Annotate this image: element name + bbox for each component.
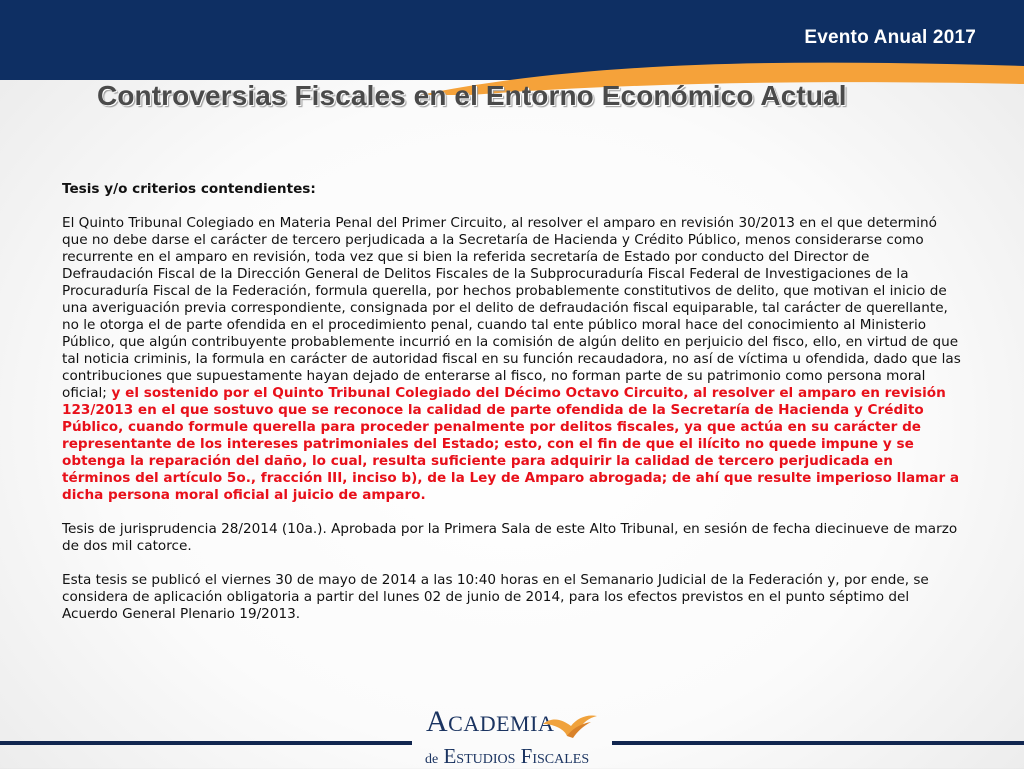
logo-line-1: ACADEMIA	[426, 705, 555, 738]
logo-line-2: de ESTUDIOS FISCALES	[425, 744, 590, 768]
footer-line-left	[0, 741, 412, 745]
bird-logo-icon	[541, 708, 599, 740]
document-body	[62, 181, 963, 623]
paragraph-publication: Esta tesis se publicó el viernes 30 de mayo de 2014 a las 10:40 horas en el Semanario Judicial de la Federación y, por ende, se considera de aplicación obligatoria a partir del lunes 02 de junio de 2014, para los efectos previstos en el punto séptimo del Acuerdo General Plenario 19/2013.	[62, 572, 929, 622]
paragraph-thesis-highlight: y el sostenido por el Quinto Tribunal Colegiado del Décimo Octavo Circuito, al resolver el amparo en revisión 123/2013 en el que sostuvo que se reconoce la calidad de parte ofendida de la Secretaría de Hacienda y Crédito Público, cuando formule querella para proceder penalmente por delitos fiscales, ya que actúa en su carácter de representante de los intereses patrimoniales del Estado; esto, con el fin de que el ilícito no quede impune y se obtenga la reparación del daño, lo cual, resulta suficiente para adquirir la calidad de tercero perjudicada en términos del artículo 5o., fracción III, inciso b), de la Ley de Amparo abrogada; de ahí que resulte imperioso llamar a dicha persona moral oficial al juicio de amparo.	[62, 385, 960, 503]
paragraph-jurisprudence: Tesis de jurisprudencia 28/2014 (10a.). Aprobada por la Primera Sala de este Alto Tribunal, en sesión de fecha diecinueve de marzo de dos mil catorce.	[62, 521, 958, 554]
paragraph-thesis-normal: El Quinto Tribunal Colegiado en Materia Penal del Primer Circuito, al resolver el amparo en revisión 30/2013 en el que determinó que no debe darse el carácter de tercero perjudicada a la Secretaría de Hacienda y Crédito Público, menos considerarse como recurrente en el amparo en revisión, toda vez que si bien la referida secretaría de Estado por conducto del Director de Defraudación Fiscal de la Dirección General de Delitos Fiscales de la Subprocuraduría Fiscal Federal de Investigaciones de la Procuraduría Fiscal de la Federación, formula querella, por hechos probablemente constitutivos de delito, que motivan el inicio de una averiguación previa correspondiente, consignada por el delito de defraudación fiscal equiparable, tal carácter de querellante, no le otorga el de parte ofendida en el procedimiento penal, cuando tal ente público moral hace del conocimiento al Ministerio Público, que algún contribuyente probablemente incurrió en la comisión de algún delito en perjuicio del fisco, ello, en virtud de que tal noticia criminis, la formula en carácter de autoridad fiscal en su función recaudadora, no así de víctima u ofendida, dado que las contribuciones que supuestamente hayan dejado de enterarse al fisco, no forman parte de su patrimonio como persona moral oficial;	[62, 215, 961, 401]
page-title: Controversias Fiscales en el Entorno Económico Actual	[97, 80, 847, 111]
academia-logo	[423, 702, 613, 768]
paragraph-thesis	[62, 215, 963, 504]
event-label: Evento Anual 2017	[804, 27, 976, 48]
section-heading: Tesis y/o criterios contendientes:	[62, 181, 316, 197]
footer-line-right	[612, 741, 1024, 745]
